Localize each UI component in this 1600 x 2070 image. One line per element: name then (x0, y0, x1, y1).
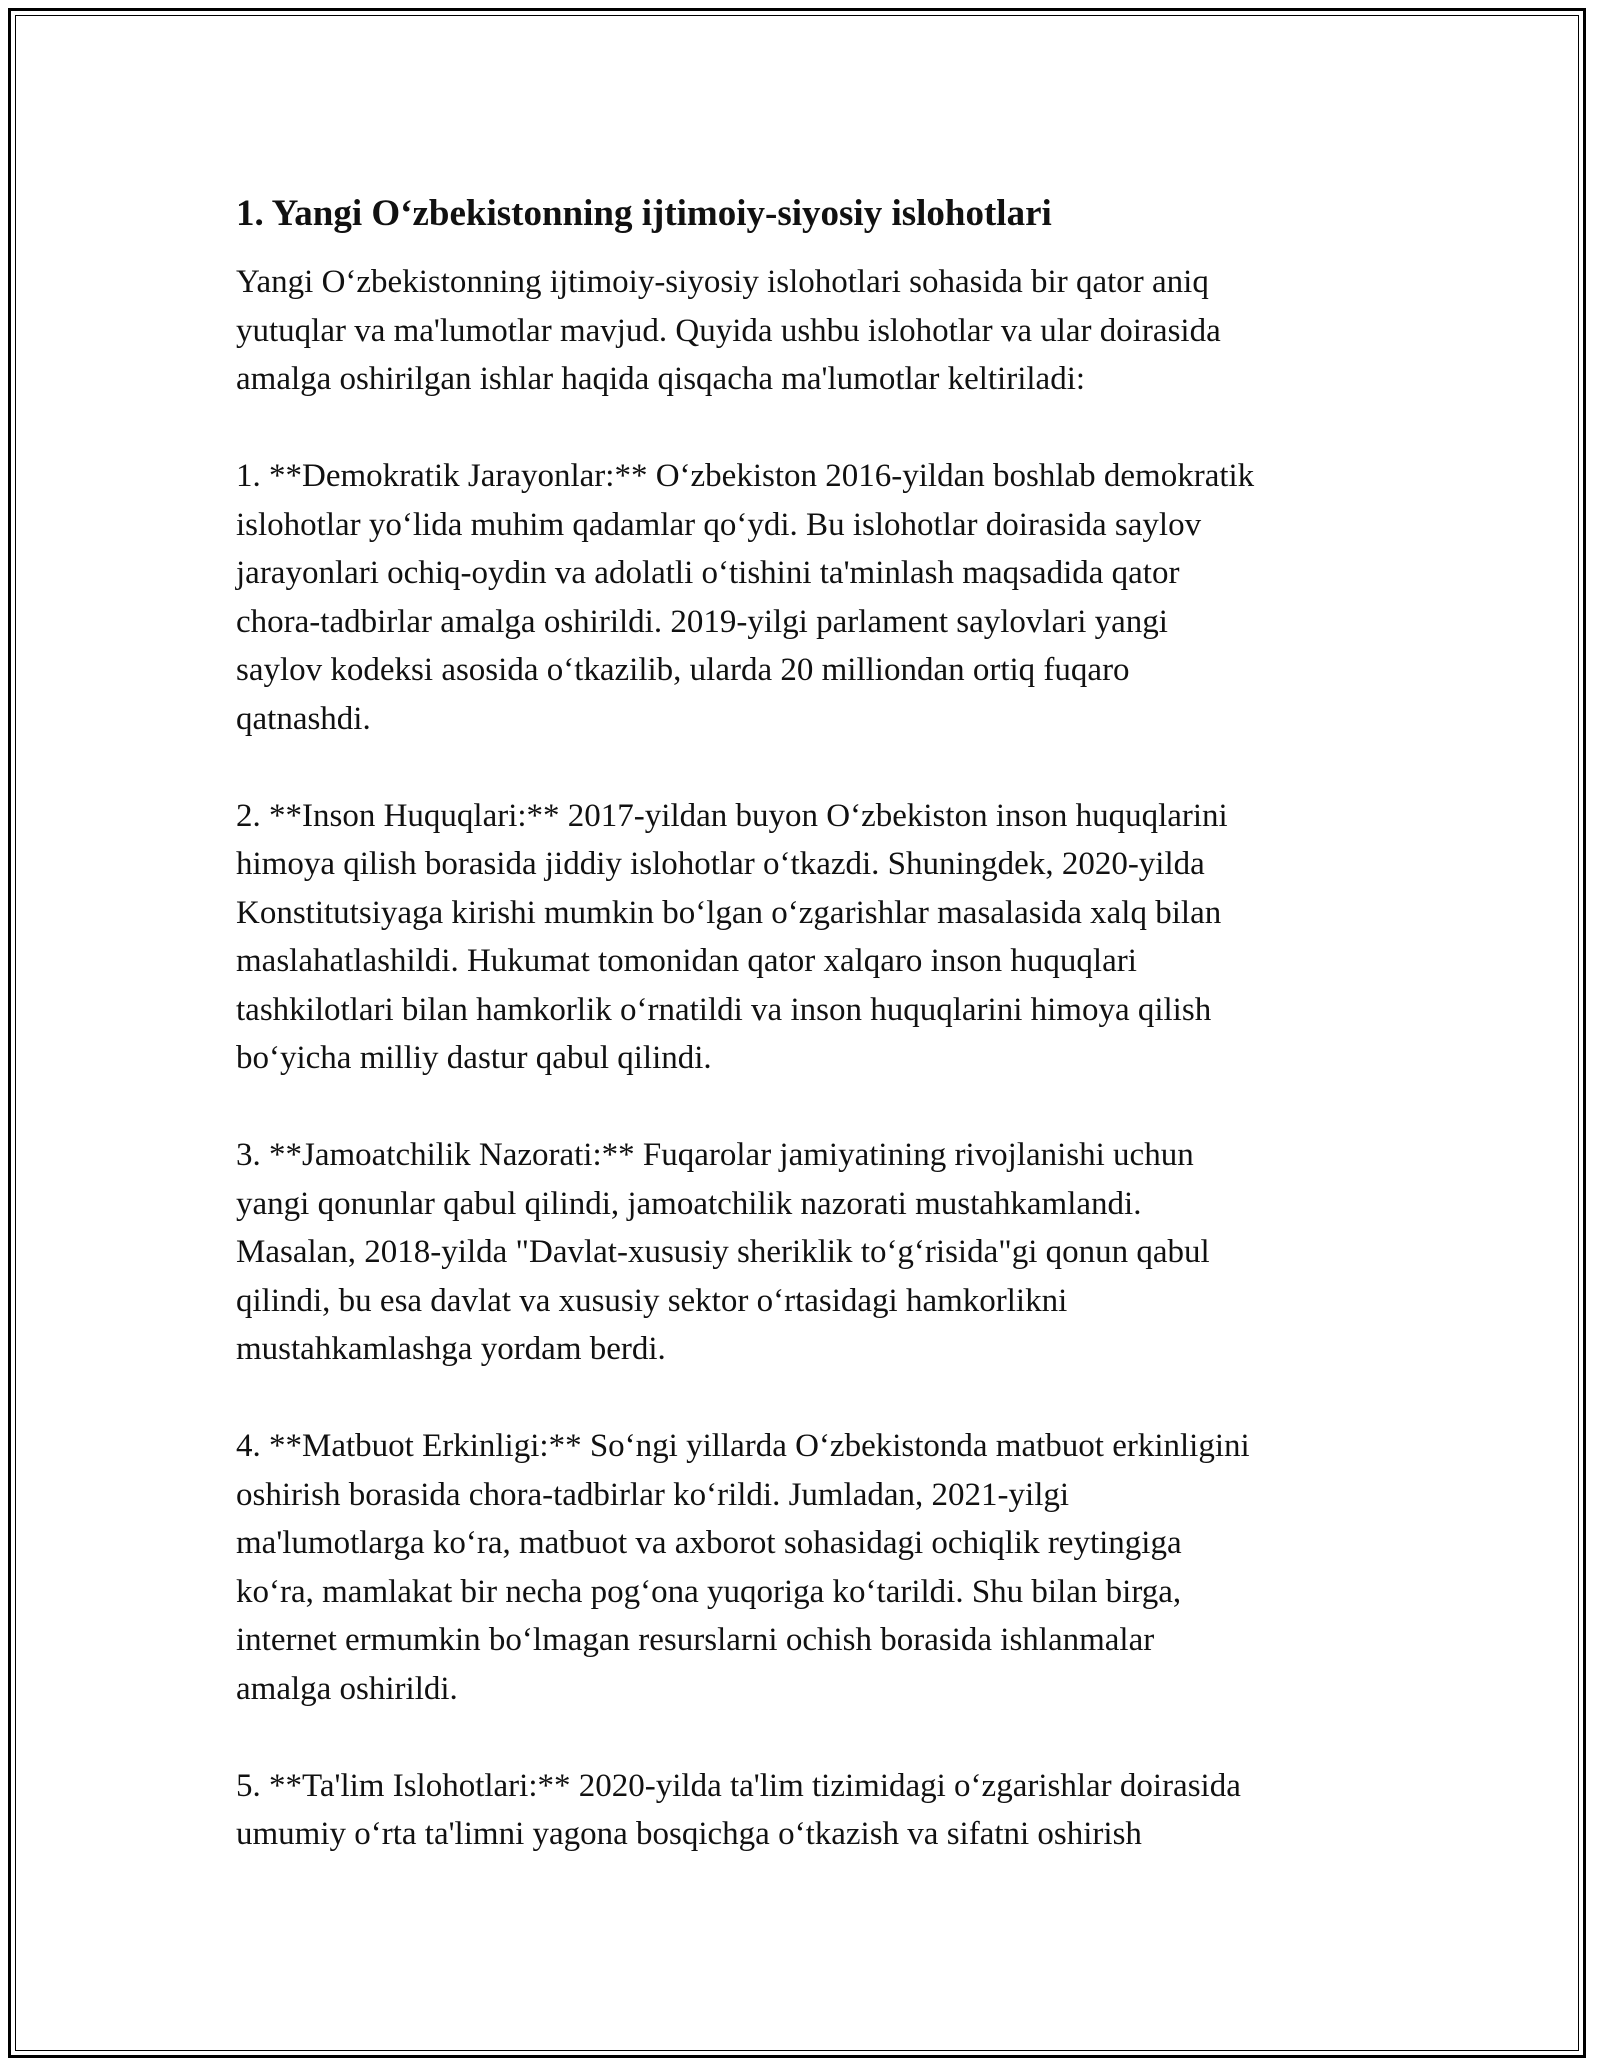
document-body (236, 190, 1416, 1907)
paragraph-public-oversight: 3. **Jamoatchilik Nazorati:** Fuqarolar jamiyatining rivojlanishi uchun yangi qonunlar qabul qilindi, jamoatchilik nazorati mustahkamlandi. Masalan, 2018-yilda "Davlat-xususiy sheriklik to‘g‘risida"gi qonun qabul qilindi, bu esa davlat va xususiy sektor o‘rtasidagi hamkorlikni mustahkamlashga yordam berdi. (236, 1137, 1210, 1367)
document-title: 1. Yangi O‘zbekistonning ijtimoiy-siyosiy islohotlari (236, 193, 1052, 234)
paragraph-democratic-processes: 1. **Demokratik Jarayonlar:** O‘zbekiston 2016-yildan boshlab demokratik islohotlar yo‘lida muhim qadamlar qo‘ydi. Bu islohotlar doirasida saylov jarayonlari ochiq-oydin va adolatli o‘tishini ta'minlash maqsadida qator chora-tadbirlar amalga oshirildi. 2019-yilgi parlament saylovlari yangi saylov kodeksi asosida o‘tkazilib, ularda 20 milliondan ortiq fuqaro qatnashdi. (236, 458, 1255, 737)
paragraph-human-rights: 2. **Inson Huquqlari:** 2017-yildan buyon O‘zbekiston inson huquqlarini himoya qilish borasida jiddiy islohotlar o‘tkazdi. Shuningdek, 2020-yilda Konstitutsiyaga kirishi mumkin bo‘lgan o‘zgarishlar masalasida xalq bilan maslahatlashildi. Hukumat tomonidan qator xalqaro inson huquqlari tashkilotlari bilan hamkorlik o‘rnatildi va inson huquqlarini himoya qilish bo‘yicha milliy dastur qabul qilindi. (236, 797, 1228, 1076)
intro-paragraph: Yangi O‘zbekistonning ijtimoiy-siyosiy islohotlari sohasida bir qator aniq yutuqlar va ma'lumotlar mavjud. Quyida ushbu islohotlar va ular doirasida amalga oshirilgan ishlar haqida qisqacha ma'lumotlar keltiriladi: (236, 264, 1221, 397)
paragraph-press-freedom: 4. **Matbuot Erkinligi:** So‘ngi yillarda O‘zbekistonda matbuot erkinligini oshirish borasida chora-tadbirlar ko‘rildi. Jumladan, 2021-yilgi ma'lumotlarga ko‘ra, matbuot va axborot sohasidagi ochiqlik reytingiga ko‘ra, mamlakat bir necha pog‘ona yuqoriga ko‘tarildi. Shu bilan birga, internet ermumkin bo‘lmagan resurslarni ochish borasida ishlanmalar amalga oshirildi. (236, 1428, 1250, 1707)
paragraph-education-reforms: 5. **Ta'lim Islohotlari:** 2020-yilda ta'lim tizimidagi o‘zgarishlar doirasida umumiy o‘rta ta'limni yagona bosqichga o‘tkazish va sifatni oshirish (236, 1767, 1241, 1852)
